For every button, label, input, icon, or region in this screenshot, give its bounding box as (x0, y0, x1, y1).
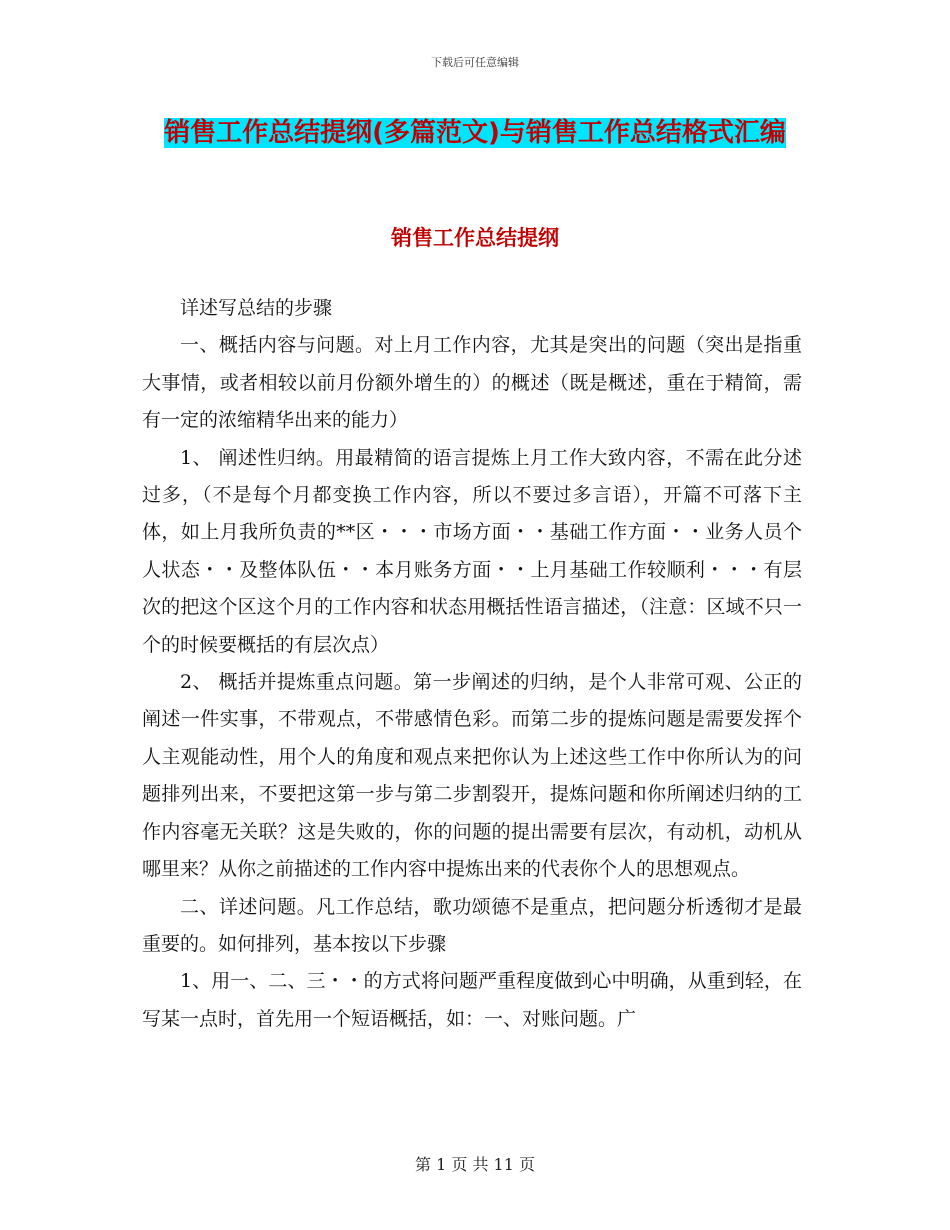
paragraph: 一、概括内容与问题。对上月工作内容，尤其是突出的问题（突出是指重大事情，或者相较以前月份额外增生的）的概述（既是概述，重在于精简，需有一定的浓缩精华出来的能力） (142, 334, 802, 432)
paragraph: 二、详述问题。凡工作总结，歌功颂德不是重点，把问题分析透彻才是最重要的。如何排列，基本按以下步骤 (142, 895, 802, 955)
document-body (142, 290, 802, 1038)
document-title (140, 112, 810, 154)
paragraph: 1、用一、二、三・・的方式将问题严重程度做到心中明确，从重到轻，在写某一点时，首先用一个短语概括，如：一、对账问题。广 (142, 970, 802, 1030)
header-note: 下载后可任意编辑 (431, 56, 519, 69)
document-title-text: 销售工作总结提纲(多篇范文)与销售工作总结格式汇编 (164, 118, 786, 148)
paragraph: 1、 阐述性归纳。用最精简的语言提炼上月工作大致内容，不需在此分述过多，（不是每个月都变换工作内容，所以不要过多言语），开篇不可落下主体，如上月我所负责的**区・・・市场方面・・基础工作方面・・业务人员个人状态・・及整体队伍・・本月账务方面・・上月基础工作较顺利・・・有层次的把这个区这个月的工作内容和状态用概括性语言描述，（注意：区域不只一个的时候要概括的有层次点） (142, 446, 802, 656)
section-title: 销售工作总结提纲 (391, 226, 559, 250)
page-footer: 第 1 页 共 11 页 (415, 1155, 535, 1174)
paragraph: 2、 概括并提炼重点问题。第一步阐述的归纳，是个人非常可观、公正的阐述一件实事，不带观点，不带感情色彩。而第二步的提炼问题是需要发挥个人主观能动性，用个人的角度和观点来把你认为上述这些工作中你所认为的问题排列出来，不要把这第一步与第二步割裂开，提炼问题和你所阐述归纳的工作内容毫无关联？这是失败的，你的问题的提出需要有层次，有动机，动机从哪里来？从你之前描述的工作内容中提炼出来的代表你个人的思想观点。 (142, 671, 802, 881)
paragraph: 详述写总结的步骤 (180, 297, 333, 319)
